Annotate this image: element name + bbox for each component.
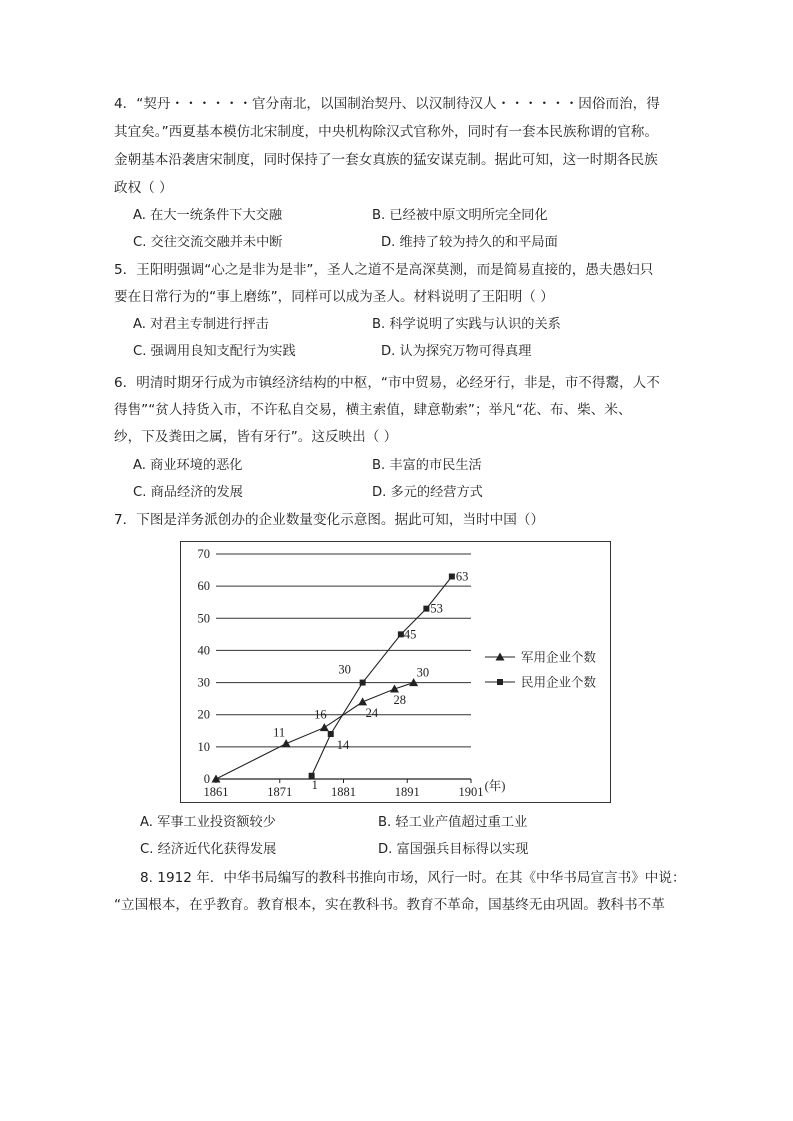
x-tick-label: 1891 <box>394 785 420 799</box>
y-tick-label: 30 <box>197 675 210 690</box>
question-6-line-1: 6．明清时期牙行成为市镇经济结构的中枢，“市中贸易，必经牙行，非是，市不得鬻，人不 <box>114 375 660 391</box>
x-axis-label: (年) <box>484 779 506 793</box>
question-8-line-1: 8. 1912 年．中华书局编写的教科书推向市场，风行一时。在其《中华书局宣言书》中说： <box>140 870 686 886</box>
enterprise-count-chart <box>180 541 611 803</box>
question-6-option-a: A. 商业环境的恶化 <box>133 458 243 473</box>
legend-label: 军用企业个数 <box>521 649 597 665</box>
data-point-square <box>449 574 455 580</box>
legend-label: 民用企业个数 <box>521 674 597 690</box>
data-label: 11 <box>273 725 286 740</box>
question-6-option-d: D. 多元的经营方式 <box>372 485 483 500</box>
question-7-option-d: D. 富国强兵目标得以实现 <box>378 842 529 857</box>
question-7-option-a: A. 军事工业投资额较少 <box>140 815 276 830</box>
data-label: 30 <box>416 665 430 680</box>
legend-square-marker <box>497 679 503 685</box>
question-4-line-2: 其宜矣。”西夏基本模仿北宋制度，中央机构除汉式官称外，同时有一套本民族称谓的官称。 <box>114 124 658 140</box>
data-label: 45 <box>403 627 417 642</box>
x-tick-label: 1861 <box>203 785 229 799</box>
y-tick-label: 50 <box>197 611 210 626</box>
data-point-square <box>328 731 334 737</box>
question-5-line-2: 要在日常行为的“事上磨练”，同样可以成为圣人。材料说明了王阳明（ ） <box>114 289 554 305</box>
question-8-line-2: “立国根本，在乎教育。教育根本，实在教科书。教育不革命，国基终无由巩固。教科书不革 <box>114 897 665 913</box>
question-4-option-a: A. 在大一统条件下大交融 <box>133 208 283 223</box>
question-4-line-3: 金朝基本沿袭唐宋制度，同时保持了一套女真族的猛安谋克制。据此可知，这一时期各民族 <box>114 152 658 168</box>
data-label: 14 <box>336 738 350 752</box>
question-4-line-4: 政权（ ） <box>114 180 173 196</box>
data-label: 53 <box>430 601 443 616</box>
y-tick-label: 10 <box>197 739 210 754</box>
x-tick-label: 1881 <box>331 785 356 799</box>
data-label: 1 <box>311 777 318 792</box>
y-tick-label: 70 <box>197 547 210 561</box>
question-5-option-c: C. 强调用良知支配行为实践 <box>133 344 296 359</box>
data-point-square <box>360 680 366 686</box>
x-tick-label: 1871 <box>267 785 293 799</box>
question-4-option-d: D. 维持了较为持久的和平局面 <box>381 235 558 250</box>
chart-frame <box>181 542 611 803</box>
question-4-option-c: C. 交往交流交融并未中断 <box>133 235 283 250</box>
data-label: 24 <box>365 705 379 720</box>
question-5-option-d: D. 认为探究万物可得真理 <box>381 344 532 359</box>
data-label: 30 <box>338 662 351 677</box>
y-tick-label: 60 <box>197 579 210 594</box>
question-6-option-b: B. 丰富的市民生活 <box>372 458 482 473</box>
y-tick-label: 20 <box>197 707 210 722</box>
question-5-option-a: A. 对君主专制进行抨击 <box>133 317 269 332</box>
question-7-option-c: C. 经济近代化获得发展 <box>140 842 277 857</box>
question-5-option-b: B. 科学说明了实践与认识的关系 <box>372 317 561 332</box>
question-4-option-b: B. 已经被中原文明所完全同化 <box>372 208 548 223</box>
question-6-line-2: 得售”“贫人持货入市，不许私自交易，横主索值，肆意勒索”；举凡“花、布、柴、米、 <box>114 402 632 418</box>
y-tick-label: 0 <box>203 772 210 786</box>
question-6-option-c: C. 商品经济的发展 <box>133 485 243 500</box>
question-4-line-1: 4．“契丹・・・・・・官分南北，以国制治契丹、以汉制待汉人・・・・・・因俗而治，得 <box>114 96 660 112</box>
x-tick-label: 1901 <box>458 785 484 799</box>
question-5-line-1: 5．王阳明强调“心之是非为是非”，圣人之道不是高深莫测，而是简易直接的，愚夫愚妇只 <box>114 262 654 278</box>
question-7-option-b: B. 轻工业产值超过重工业 <box>378 815 528 830</box>
question-6-line-3: 纱，下及粪田之属，皆有牙行”。这反映出（ ） <box>114 429 398 445</box>
y-tick-label: 40 <box>197 643 210 658</box>
data-label: 16 <box>314 707 327 722</box>
data-point-square <box>423 606 429 612</box>
question-7-line-1: 7．下图是洋务派创办的企业数量变化示意图。据此可知，当时中国（） <box>114 512 545 528</box>
data-label: 28 <box>393 693 406 707</box>
data-label: 63 <box>455 569 469 584</box>
